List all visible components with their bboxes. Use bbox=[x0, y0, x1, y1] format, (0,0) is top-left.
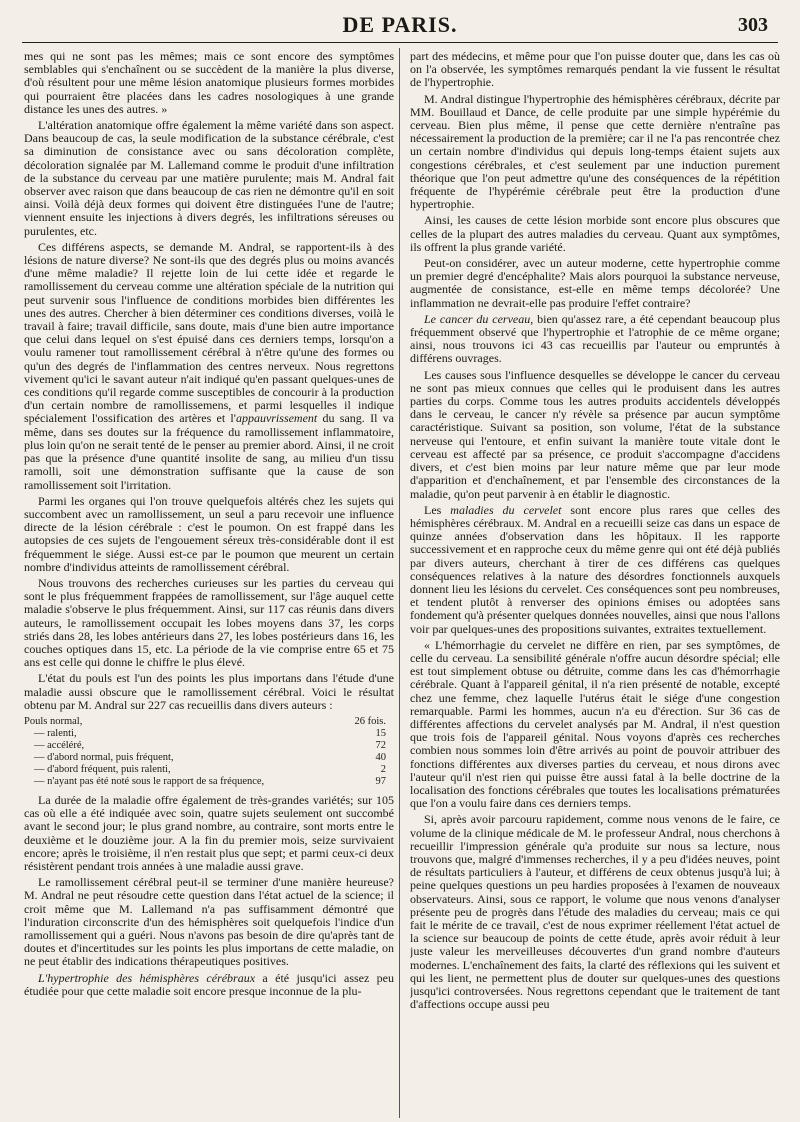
row-value: 2 bbox=[380, 763, 386, 775]
text-run: Ces différens aspects, se demande M. Andral, se rapportent-ils à des lésions de nature diverse? Ne sont-ils que des degrés plus ou moins avancés d'une même maladie? Il rejette loin de lui cette idée et regarde le ramollissement du cerveau comme une altération spéciale de la nutrition qui peut survenir sous l'influence de conditions morbides bien différentes les unes des autres. Chercher à bien déterminer ces conditions diverses, voilà le travail à faire; travail difficile, sans doute, mais d'une bien autre importance que celui dans lequel on s'est épuisé dans ces derniers temps, lorsqu'on a voulu ramener tout ramollissement cérébral à n'être qu'une des formes ou qu'un des degrés de l'inflammation des centres nerveux. Nous regrettons vivement qu'ici le savant auteur n'ait indiqué qu'en passant quelques-unes de ces conditions qu'il regarde comme susceptibles de concourir à la production d'un certain nombre de ramollissemens, et parmi lesquelles il indique spécialement l'ossification des artères et l' bbox=[24, 239, 394, 426]
paragraph: L'altération anatomique offre également la même variété dans son aspect. Dans beaucoup de cas, la seule modification de la substance cérébrale, c'est sa diminution de consistance avec ou sans décoloration complète, décoloration signalée par M. Lallemand comme le produit d'une infiltration de la substance du cerveau par une matière purulente; mais M. Andral fait observer avec raison que dans beaucoup de cas rien ne démontre qu'il en soit ainsi. Voilà déjà deux formes qui doivent être distinguées l'une de l'autre; viennent ensuite les injections à divers degrés, les infiltrations séreuses ou purulentes, etc. bbox=[24, 118, 394, 238]
paragraph bbox=[24, 972, 394, 998]
paragraph: Le ramollissement cérébral peut-il se terminer d'une manière heureuse? M. Andral ne peut résoudre cette question dans l'état actuel de la science; il croit même que M. Lallemand n'a pas suffisamment démontré que l'induration circonscrite d'un des hémisphères soit quelquefois l'indice d'un ramollissement qui a guéri. Nous n'avons pas besoin de dire qu'après tant de doutes et d'incertitudes sur les points les plus importans de cette maladie, on ne peut établir des indications thérapeutiques positives. bbox=[24, 875, 394, 969]
table-row bbox=[24, 728, 394, 740]
paragraph bbox=[410, 313, 780, 366]
row-label: — d'abord normal, puis fréquent, bbox=[34, 751, 174, 763]
row-value: 40 bbox=[375, 751, 386, 763]
paragraph: part des médecins, et même pour que l'on puisse douter que, dans les cas où on l'a observée, les symptômes remarqués pendant la vie fussent le résultat de l'hypertrophie. bbox=[410, 50, 780, 90]
paragraph: La durée de la maladie offre également de très-grandes variétés; sur 105 cas où elle a été indiquée avec soin, quatre sujets seulement ont succombé avant le second jour; le plus grand nombre, au contraire, sont morts entre le deuxième et le douzième jour. A la fin du premier mois, seize survivaient encore; après le troisième, il n'en restait plus que sept; et parmi ceux-ci deux résistèrent pendant trois années à une maladie aussi grave. bbox=[24, 792, 394, 873]
italic-term: appauvrissement bbox=[235, 411, 318, 426]
paragraph: Peut-on considérer, avec un auteur moderne, cette hypertrophie comme un premier degré d'encéphalite? Mais alors pourquoi la substance nerveuse, augmentée de consistance, est-elle en même temps décolorée? Une inflammation ne devrait-elle pas produire l'effet contraire? bbox=[410, 256, 780, 310]
paragraph: L'état du pouls est l'un des points les plus importans dans l'étude d'une maladie aussi obscure que le ramollissement cérébral. Voici le résultat obtenu par M. Andral sur 227 cas recueillis dans divers auteurs : bbox=[24, 671, 394, 712]
text-run: Les bbox=[424, 502, 451, 517]
text-run: a été jusqu'ici assez peu étudiée pour que cette maladie soit encore presque inconnue de la plu- bbox=[24, 970, 394, 998]
row-label: — ralenti, bbox=[34, 727, 77, 739]
italic-term: Le cancer du cerveau bbox=[424, 311, 531, 326]
paragraph: Parmi les organes qui l'on trouve quelquefois altérés chez les sujets qui succombent avec un ramollissement, un seul a paru recevoir une influence directe de la lésion cérébrale : c'est le poumon. On est frappé dans les autopsies de ces sujets de l'engouement séreux très-considérable dont il est fréquemment le siége. Aussi est-ce par le poumon que meurent un certain nombre d'individus atteints de ramollissement cérébral. bbox=[24, 493, 394, 574]
paragraph: Les causes sous l'influence desquelles se développe le cancer du cerveau ne sont pas mieux connues que celles qui le produisent dans les autres parties du corps. Comme tous les autres produits accidentels développés dans le cerveau, le cancer n'y révèle sa présence par aucun symptôme caractéristique. Suivant sa position, son volume, l'état de la substance nerveuse qui l'entoure, et enfin suivant la manière toute vitale dont le cerveau est affecté par sa présence, ce produit s'accompagne d'accidens divers, et c'est bien moins par leur nature même que par leur mode d'apparition et d'enchaînement, et par l'ensemble des circonstances de la maladie, qu'on peut parvenir à en établir le diagnostic. bbox=[410, 367, 780, 501]
right-column bbox=[410, 50, 780, 1118]
row-value: 72 bbox=[375, 739, 386, 751]
paragraph: Nous trouvons des recherches curieuses sur les parties du cerveau qui sont le plus fréquemment frappées de ramollissement, sur l'âge auquel cette maladie s'observe le plus fréquemment. Ainsi, sur 117 cas réunis dans divers auteurs, le ramollissement occupait les lobes moyens dans 37, les corps striés dans 28, les lobes antérieurs dans 27, les lobes postérieurs dans 16, les couches optiques dans 15, etc. La période de la vie comprise entre 65 et 75 ans est celle qui donne le chiffre le plus élevé. bbox=[24, 575, 394, 670]
table-row bbox=[24, 776, 394, 788]
row-value: 97 bbox=[375, 775, 386, 787]
paragraph bbox=[24, 241, 394, 492]
paragraph: mes qui ne sont pas les mêmes; mais ce sont encore des symptômes semblables qui s'enchaînent ou se succèdent de la manière la plus diverse, d'où résultent pour une même lésion anatomique plusieurs formes morbides qui pourraient être placées dans les cadres nosologiques à une grande distance les unes des autres. » bbox=[24, 50, 394, 116]
column-divider bbox=[399, 48, 400, 1118]
table-row bbox=[24, 752, 394, 764]
paragraph bbox=[410, 504, 780, 636]
table-row bbox=[24, 740, 394, 752]
table-row bbox=[24, 716, 394, 728]
paragraph: Ainsi, les causes de cette lésion morbide sont encore plus obscures que celles de la plupart des autres maladies du cerveau. Quant aux symptômes, ils offrent la plus grande variété. bbox=[410, 213, 780, 254]
italic-term: maladies du cervelet bbox=[450, 502, 562, 517]
row-label: — n'ayant pas été noté sous le rapport de sa fréquence, bbox=[34, 775, 265, 787]
paragraph: M. Andral distingue l'hypertrophie des hémisphères cérébraux, décrite par MM. Bouillaud et Dance, de celle produite par une simple hypérémie du cerveau. Bien plus même, il pense que cette dernière n'entraîne pas nécessairement la production de la première; car il ne l'a pas rencontrée chez un certain nombre d'individus qui depuis long-temps étaient sujets aux congestions cérébrales, et c'est seulement par une induction purement théorique que l'on peut admettre qu'une des conséquences de la répétition fréquente de l'hypérémie cérébrale peut être la production d'une hypertrophie. bbox=[410, 91, 780, 212]
paragraph: Si, après avoir parcouru rapidement, comme nous venons de le faire, ce volume de la clinique médicale de M. le professeur Andral, nous cherchons à recueillir l'impression générale qu'a produite sur nous sa lecture, nous trouvons que, malgré d'immenses recherches, il y a peu d'idées neuves, point de résultats particuliers à l'auteur, et différens de ceux obtenus jusqu'à lui; à peine quelques questions un peu hardies proposées à l'examen de nouveaux observateurs. Ainsi, sous ce rapport, le volume que nous venons d'analyser présente peu de progrès dans l'étude des maladies du cerveau; mais ce qui fait le mérite de ce travail, c'est de nous exprimer réellement l'état actuel de la science sur beaucoup de points de cette étude, après avoir réduit à leur juste valeur les merveilleuses découvertes d'un grand nombre d'auteurs modernes. L'enchaînement des faits, la clarté des réflexions qui les suivent et qui les lient, ne permettent plus de douter sur quelques-unes des questions jusqu'ici controversées. Nous regrettons cependant que le traitement de tant d'affections occupe aussi peu bbox=[410, 812, 780, 1012]
row-label: — accéléré, bbox=[34, 739, 85, 751]
row-label: — d'abord fréquent, puis ralenti, bbox=[34, 763, 171, 775]
left-column bbox=[24, 50, 394, 1118]
text-run: du sang. Il va même, dans ses doutes sur la fréquence du ramollissement inflammatoire, plus loin qu'on ne serait tenté de le penser au premier abord. Ainsi, il ne croit pas que la présence d'une quantité insolite de sang, au milieu d'un tissu ramolli, soit une démonstration suffisante que la cause de son ramollissement soit l'irritation. bbox=[24, 411, 394, 492]
text-run: sont encore plus rares que celles des hémisphères cérébraux. M. Andral en a recueilli seize cas dans un espace de quinze années d'observation dans les hôpitaux. Il les rapporte successivement et en rapproche ceux du même genre qui ont été déjà publiés par divers auteurs, cherchant à tirer de ces différens cas quelques conséquences relatives à la nature des désordres fonctionnels auxquels donnent lieu les lésions du cervelet. Ces conséquences sont peu nombreuses, et tendent plutôt à renverser des opinions émises ou adoptées sans fondement qu'à présenter quelques données nouvelles, ainsi que nous l'allons voir par quelques-unes des propositions suivantes, extraites textuellement. bbox=[410, 502, 780, 636]
row-label: Pouls normal, bbox=[24, 715, 83, 727]
page-number: 303 bbox=[738, 14, 768, 36]
page-header bbox=[20, 8, 780, 38]
text-run: , bien qu'assez rare, a été cependant beaucoup plus fréquemment observé que l'hypertrophie et l'atrophie de ce même organe; ainsi, nous trouvons ici 43 cas recueillis par l'auteur ou empruntés à différens ouvrages. bbox=[410, 311, 780, 366]
pulse-table bbox=[24, 716, 394, 788]
header-rule bbox=[22, 42, 778, 43]
running-title: DE PARIS. bbox=[342, 12, 458, 37]
italic-term: L'hypertrophie des hémisphères cérébraux bbox=[38, 970, 256, 985]
table-row bbox=[24, 764, 394, 776]
paragraph: « L'hémorrhagie du cervelet ne diffère en rien, par ses symptômes, de celle du cerveau. La sensibilité générale n'offre aucun désordre spécial; elle est tout simplement obtuse ou détruite, comme dans les cas d'hémorrhagie cérébrale. Quant à l'appareil génital, il n'a rien présenté de notable, excepté chez une femme, chez laquelle l'utérus était le siége d'une congestion remarquable. Parmi les hommes, aucun n'a eu d'érection. Sur 36 cas de différentes affections du cervelet analysés par M. Andral, il n'est question que trois fois de l'appareil génital. Nous voyons d'après ces recherches combien nous sommes loin d'être arrivés au point de pouvoir attribuer des fonctions différentes aux diverses parties du cerveau, et nous dirons avec l'auteur qu'il n'est rien qui puisse être aussi fatal à la belle doctrine de la localisation des fonctions cérébrales que toutes les localisations prématurées que l'on a voulu faire dans ces derniers temps. bbox=[410, 637, 780, 811]
row-value: 26 fois. bbox=[354, 715, 386, 727]
row-value: 15 bbox=[375, 727, 386, 739]
